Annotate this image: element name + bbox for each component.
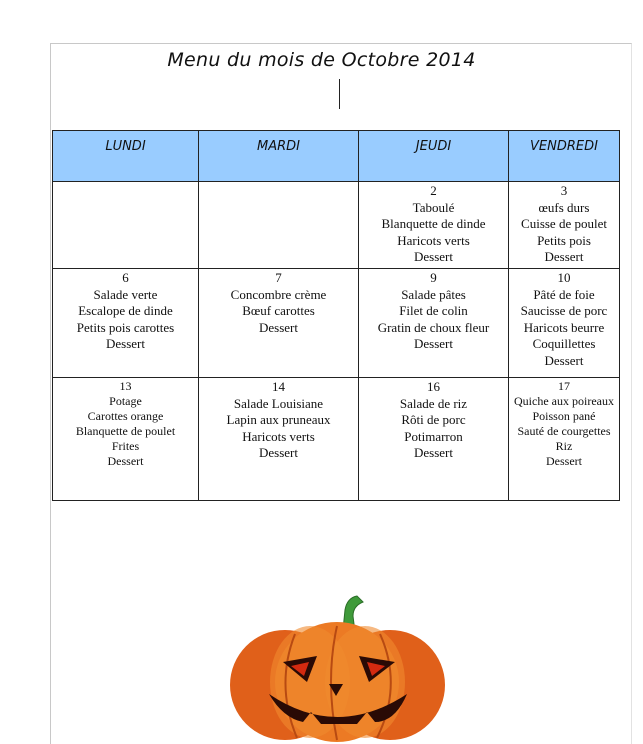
menu-item: Filet de colin (399, 303, 468, 318)
day-cell (359, 182, 509, 269)
day-number: 2 (430, 183, 437, 198)
menu-item: Frites (111, 439, 140, 453)
menu-item: Blanquette de poulet (75, 424, 176, 438)
day-number: 6 (122, 270, 129, 285)
menu-item: Coquillettes (532, 336, 596, 351)
day-number: 14 (272, 379, 285, 394)
menu-item: Lapin aux pruneaux (226, 412, 331, 427)
menu-item: Dessert (106, 336, 145, 351)
week-row-3 (53, 378, 620, 501)
day-number: 16 (427, 379, 440, 394)
day-cell (53, 269, 199, 378)
menu-item: Riz (555, 439, 573, 453)
menu-item: Carottes orange (87, 409, 164, 423)
menu-item: Poisson pané (532, 409, 596, 423)
header-jeudi: JEUDI (359, 131, 509, 182)
header-mardi: MARDI (199, 131, 359, 182)
header-row (53, 131, 620, 182)
menu-item: Salade verte (93, 286, 158, 302)
menu-item: Cuisse de poulet (521, 216, 607, 231)
jack-o-lantern-icon (225, 590, 450, 743)
menu-item: Gratin de choux fleur (377, 319, 490, 335)
header-lundi: LUNDI (53, 131, 199, 182)
menu-item: Blanquette de dinde (381, 216, 486, 231)
menu-item: Haricots verts (397, 232, 470, 248)
day-number: 7 (275, 270, 282, 285)
menu-item: Salade pâtes (401, 286, 466, 302)
day-cell (199, 182, 359, 269)
header-vendredi: VENDREDI (509, 131, 620, 182)
menu-item: Dessert (259, 445, 298, 460)
menu-item: Haricots verts (242, 428, 315, 444)
day-cell (509, 182, 620, 269)
menu-item: Quiche aux poireaux (514, 394, 614, 408)
menu-item: Rôti de porc (401, 412, 466, 427)
menu-item: Dessert (544, 249, 584, 264)
day-number: 10 (557, 270, 571, 285)
day-cell (509, 378, 620, 501)
day-cell (53, 378, 199, 501)
menu-item: Dessert (414, 249, 453, 264)
menu-item: Dessert (414, 445, 453, 460)
day-cell (359, 269, 509, 378)
menu-item: Dessert (259, 319, 298, 335)
menu-table (52, 130, 620, 501)
menu-item: Saucisse de porc (520, 303, 608, 318)
menu-item: Salade de riz (399, 395, 468, 411)
day-cell (199, 378, 359, 501)
menu-item: œufs durs (538, 199, 590, 215)
day-cell (53, 182, 199, 269)
day-number: 17 (558, 379, 570, 393)
day-number: 9 (430, 270, 437, 285)
week-row-2 (53, 269, 620, 378)
menu-item: Potimarron (404, 428, 463, 444)
menu-item: Dessert (544, 352, 584, 368)
menu-item: Dessert (107, 454, 144, 468)
menu-item: Concombre crème (230, 286, 327, 302)
menu-item: Petits pois (537, 232, 591, 248)
menu-item: Sauté de courgettes (517, 424, 611, 438)
menu-item: Petits pois carottes (76, 319, 175, 335)
day-number: 3 (560, 183, 568, 198)
day-cell (509, 269, 620, 378)
day-cell (359, 378, 509, 501)
day-number: 13 (119, 379, 132, 393)
week-row-1 (53, 182, 620, 269)
menu-item: Escalope de dinde (78, 303, 173, 318)
menu-item: Taboulé (412, 199, 455, 215)
menu-item: Haricots beurre (523, 319, 605, 335)
menu-item: Potage (109, 394, 142, 408)
page-title: Menu du mois de Octobre 2014 (167, 49, 476, 71)
menu-item: Salade Louisiane (233, 395, 324, 411)
menu-item: Pâté de foie (533, 286, 595, 302)
menu-item: Dessert (546, 454, 582, 468)
menu-item: Bœuf carottes (242, 303, 315, 318)
menu-item: Dessert (414, 336, 453, 351)
day-cell (199, 269, 359, 378)
text-cursor (339, 79, 340, 109)
